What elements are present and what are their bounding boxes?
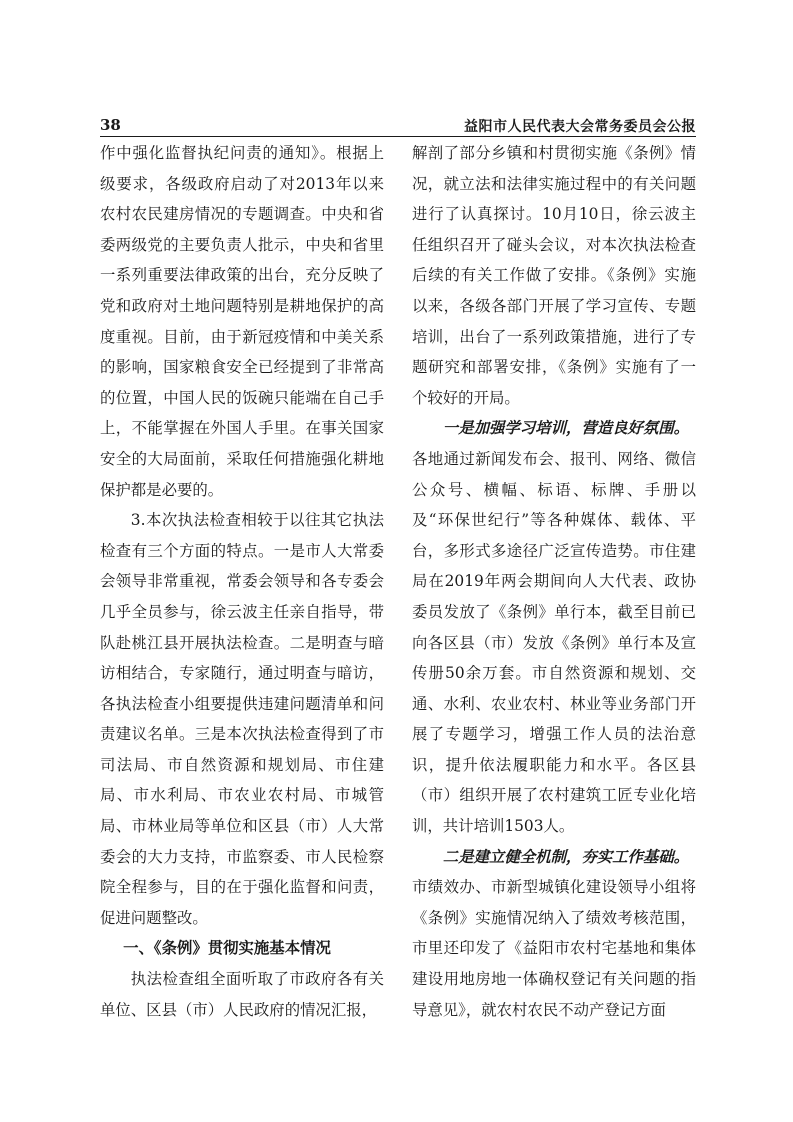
page-header [100,112,696,138]
paragraph: 解剖了部分乡镇和村贯彻实施《条例》情况，就立法和法律实施过程中的有关问题进行了认真探讨。10月10日，徐云波主任组织召开了碰头会议，对本次执法检查后续的有关工作做了安排。《条例》实施以来，各级各部门开展了学习宣传、专题培训，出台了一系列政策措施，进行了专题研究和部署安排，《条例》实施有了一个较好的开局。 [412,144,696,407]
journal-title: 益阳市人民代表大会常务委员会公报 [464,119,696,135]
paragraph: 执法检查组全面听取了市政府各有关单位、区县（市）人民政府的情况汇报， [100,970,384,1019]
paragraph: 各地通过新闻发布会、报刊、网络、微信公众号、横幅、标语、标牌、手册以及“环保世纪行”等各种媒体、载体、平台，多形式多途径广泛宣传造势。市住建局在2019年两会期间向人大代表、政协委员发放了《条例》单行本，截至目前已向各区县（市）发放《条例》单行本及宣传册50余万套。市自然资源和规划、交通、水利、农业农村、林业等业务部门开展了专题学习，增强工作人员的法治意识，提升依法履职能力和水平。各区县（市）组织开展了农村建筑工匠专业化培训，共计培训1503人。 [412,449,696,836]
section-heading: 一、《条例》贯彻实施基本情况 [123,939,331,958]
subheading: 二是建立健全机制，夯实工作基础。 [442,847,690,866]
paragraph: 3.本次执法检查相较于以往其它执法检查有三个方面的特点。一是市人大常委会领导非常重视，常委会领导和各专委会几乎全员参与，徐云波主任亲自指导，带队赴桃江县开展执法检查。二是明查与暗访相结合，专家随行，通过明查与暗访，各执法检查小组要提供违建问题清单和问责建议名单。三是本次执法检查得到了市司法局、市自然资源和规划局、市住建局、市水利局、市农业农村局、市城管局、市林业局等单位和区县（市）人大常委会的大力支持，市监察委、市人民检察院全程参与，目的在于强化监督和问责，促进问题整改。 [100,511,384,927]
page-number: 38 [100,116,121,134]
subheading: 一是加强学习培训，营造良好氛围。 [442,419,690,438]
paragraph: 作中强化监督执纪问责的通知》。根据上级要求，各级政府启动了对2013年以来农村农民建房情况的专题调查。中央和省委两级党的主要负责人批示，中央和省里一系列重要法律政策的出台，充分反映了党和政府对土地问题特别是耕地保护的高度重视。目前，由于新冠疫情和中美关系的影响，国家粮食安全已经提到了非常高的位置，中国人民的饭碗只能端在自己手上，不能掌握在外国人手里。在事关国家安全的大局面前，采取任何措施强化耕地保护都是必要的。 [100,144,384,499]
left-column [100,138,384,1025]
header-rule [100,136,696,137]
right-column [412,138,696,1025]
paragraph: 市绩效办、市新型城镇化建设领导小组将《条例》实施情况纳入了绩效考核范围，市里还印发了《益阳市农村宅基地和集体建设用地房地一体确权登记有关问题的指导意见》，就农村农民不动产登记方面 [412,878,696,1019]
